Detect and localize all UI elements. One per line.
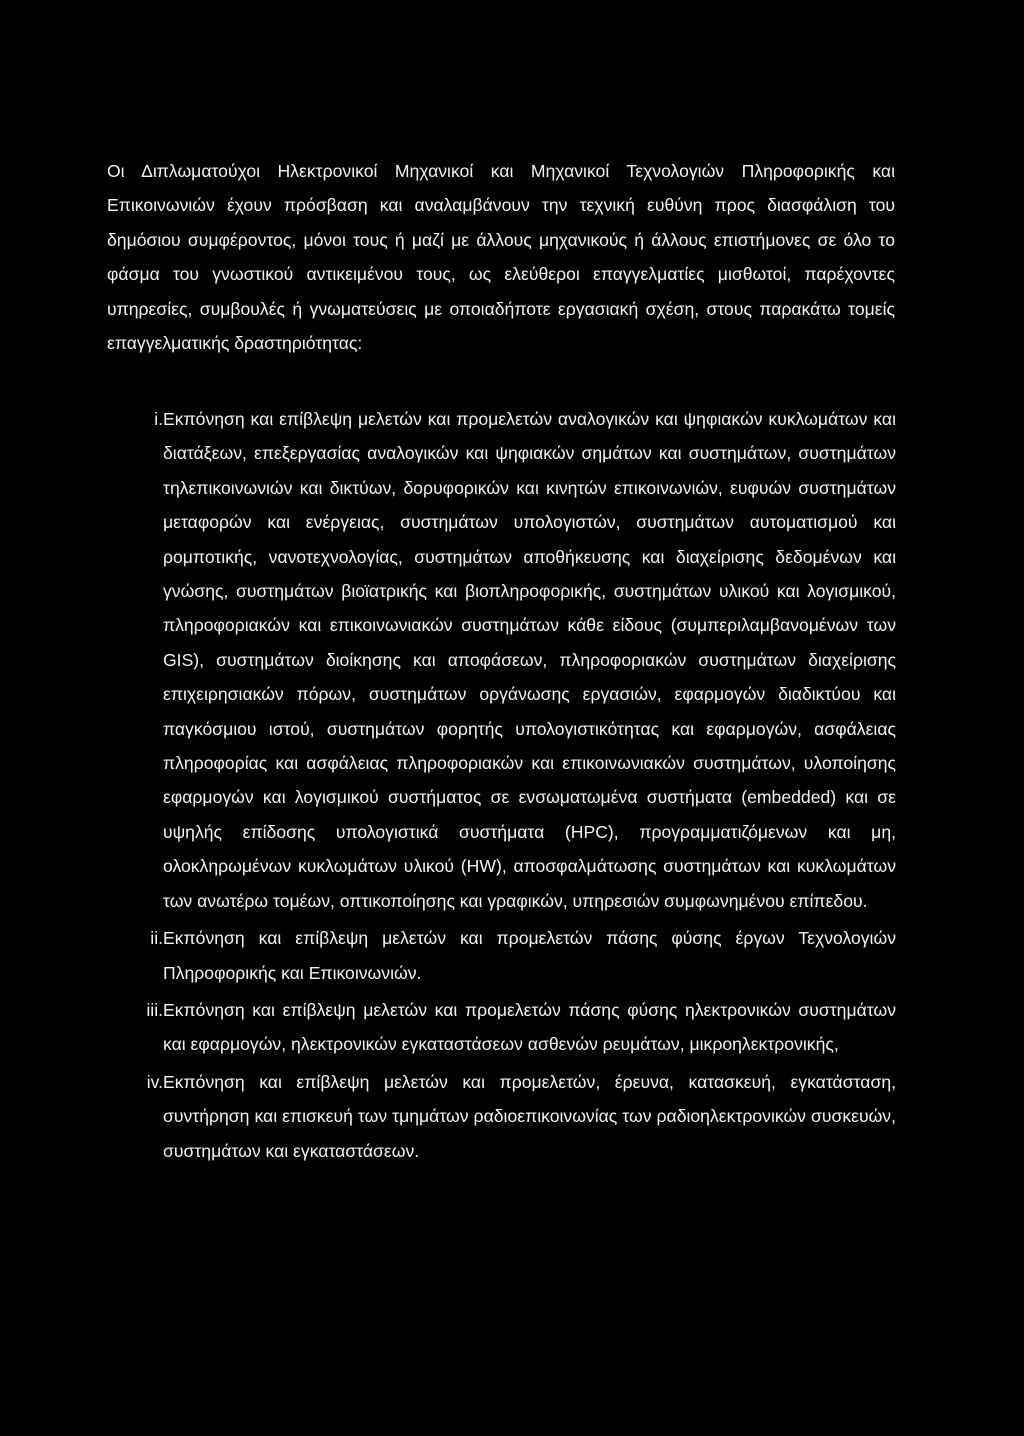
list-item-text: Εκπόνηση και επίβλεψη μελετών και προμελετών πάσης φύσης ηλεκτρονικών συστημάτων και εφαρμογών, ηλεκτρονικών εγκαταστάσεων ασθενών ρευμάτων, μικροηλεκτρονικής,	[163, 999, 896, 1055]
list-item-text: Εκπόνηση και επίβλεψη μελετών και προμελετών αναλογικών και ψηφιακών κυκλωμάτων και διατάξεων, επεξεργασίας αναλογικών και ψηφιακών σημάτων και συστημάτων, συστημάτων τηλεπικοινωνιών και δικτύων, δορυφορικών και κινητών επικοινωνιών, ευφυών συστημάτων μεταφορών και ενέργειας, συστημάτων υπολογιστών, συστημάτων αυτοματισμού και ρομποτικής, νανοτεχνολογίας, συστημάτων αποθήκευσης και διαχείρισης δεδομένων και γνώσης, συστημάτων βιοϊατρικής και βιοπληροφορικής, συστημάτων υλικού και λογισμικού, πληροφοριακών και επικοινωνιακών συστημάτων κάθε είδους (συμπεριλαμβανομένων των GIS), συστημάτων διοίκησης και αποφάσεων, πληροφοριακών συστημάτων διαχείρισης επιχειρησιακών πόρων, συστημάτων οργάνωσης εργασιών, εφαρμογών διαδικτύου και παγκόσμιου ιστού, συστημάτων φορητής υπολογιστικότητας και εφαρμογών, ασφάλειας πληροφορίας και ασφάλειας πληροφοριακών και επικοινωνιακών συστημάτων, υλοποίησης εφαρμογών και λογισμικού συστήματος σε ενσωματωμένα συστήματα (embedded) και σε υψηλής επίδοσης υπολογιστικά συστήματα (HPC), προγραμματιζόμενων και μη, ολοκληρωμένων κυκλωμάτων υλικού (HW), αποσφαλμάτωσης συστημάτων και κυκλωμάτων των ανωτέρω τομέων, οπτικοποίησης και γραφικών, υπηρεσιών συμφωνημένου επίπεδου.	[163, 409, 896, 911]
list-marker: ii.	[150, 928, 163, 949]
intro-paragraph: Οι Διπλωματούχοι Ηλεκτρονικοί Μηχανικοί και Μηχανικοί Τεχνολογιών Πληροφορικής και Επικοινωνιών έχουν πρόσβαση και αναλαμβάνουν την τεχνική ευθύνη προς διασφάλιση του δημόσιου συμφέροντος, μόνοι τους ή μαζί με άλλους μηχανικούς ή άλλους επιστήμονες σε όλο το φάσμα του γνωστικού αντικειμένου τους, ως ελεύθεροι επαγγελματίες μισθωτοί, παρέχοντες υπηρεσίες, συμβουλές ή γνωματεύσεις με οποιαδήποτε εργασιακή σχέση, στους παρακάτω τομείς επαγγελματικής δραστηριότητας:	[107, 161, 895, 354]
list-item	[0, 1065, 896, 1168]
activity-list	[0, 402, 1024, 1171]
list-item	[0, 402, 896, 918]
list-marker: iv.	[146, 1071, 163, 1092]
list-item-text: Εκπόνηση και επίβλεψη μελετών και προμελετών πάσης φύσης έργων Τεχνολογιών Πληροφορικής και Επικοινωνιών.	[163, 928, 896, 983]
list-marker: iii.	[146, 999, 163, 1020]
list-item	[0, 993, 896, 1062]
list-item-text: Εκπόνηση και επίβλεψη μελετών και προμελετών, έρευνα, κατασκευή, εγκατάσταση, συντήρηση και επισκευή των τμημάτων ραδιοεπικοινωνίας των ραδιοηλεκτρονικών συσκευών, συστημάτων και εγκαταστάσεων.	[163, 1071, 896, 1161]
list-marker: i.	[154, 409, 163, 429]
list-item	[0, 921, 896, 990]
